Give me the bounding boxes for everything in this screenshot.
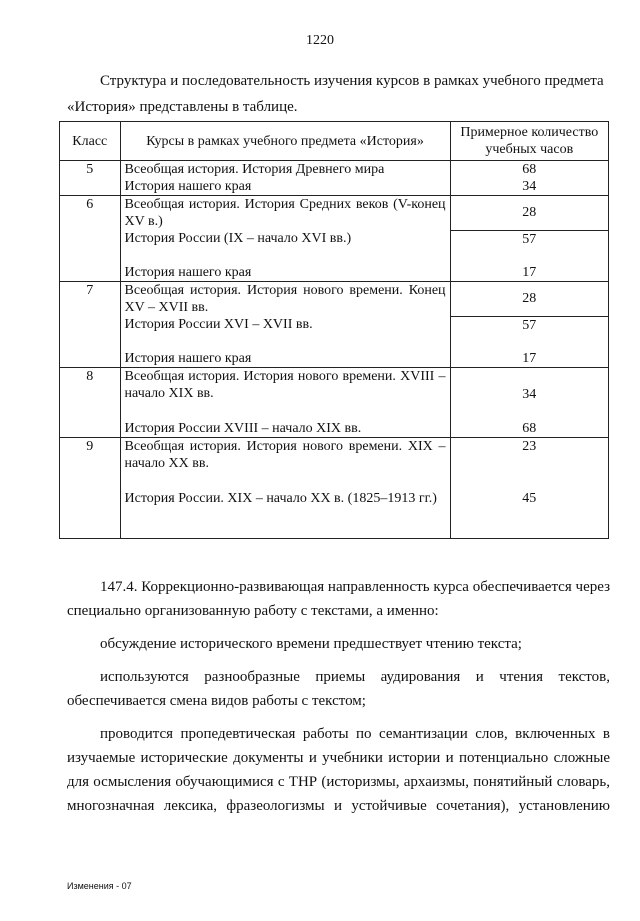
table-row — [60, 368, 609, 421]
paragraph-semantization: проводится пропедевтическая работы по семантизации слов, включенных в изучаемые исторические документы и учебники истории и потенциально сложные для осмысления обучающимися с ТНР (историзмы, архаизмы, понятийный словарь, многозначная лексика, фразеологизмы и устойчивые сочетания), установлению — [67, 726, 610, 814]
intro-line-1: Структура и последовательность изучения курсов в рамках учебного предмета — [100, 73, 604, 89]
table-row — [60, 178, 609, 196]
paragraph-147-4: 147.4. Коррекционно-развивающая направленность курса обеспечивается через специально организованную работу с текстами, а именно: — [67, 579, 610, 619]
body-text — [67, 575, 610, 827]
hours-cell: 34 — [450, 178, 608, 196]
intro-paragraph — [67, 68, 610, 120]
course-cell: История нашего края — [120, 264, 450, 282]
hours-cell: 17 — [450, 264, 608, 282]
hours-cell: 28 — [450, 196, 608, 231]
table-row — [60, 196, 609, 231]
course-cell: Всеобщая история. История нового времени. XIX – начало XX вв. — [120, 438, 450, 491]
grade-cell: 8 — [60, 368, 121, 438]
header-grade: Класс — [60, 122, 121, 161]
header-hours: Примерное количество учебных часов — [450, 122, 608, 161]
hours-cell: 68 — [450, 161, 608, 179]
header-course: Курсы в рамках учебного предмета «История» — [120, 122, 450, 161]
hours-cell: 68 — [450, 420, 608, 438]
table-row — [60, 438, 609, 491]
course-cell: История России. XIX – начало XX в. (1825–1913 гг.) — [120, 490, 450, 539]
grade-cell: 7 — [60, 282, 121, 368]
grade-cell: 6 — [60, 196, 121, 282]
course-cell: Всеобщая история. История Средних веков (V-конец XV в.) — [120, 196, 450, 231]
course-cell: История России (IX – начало XVI вв.) — [120, 230, 450, 264]
table-row — [60, 420, 609, 438]
table-row — [60, 490, 609, 539]
course-cell: Всеобщая история. История нового времени. Конец XV – XVII вв. — [120, 282, 450, 317]
hours-cell: 45 — [450, 490, 608, 539]
table-row — [60, 350, 609, 368]
grade-cell: 5 — [60, 161, 121, 196]
courses-table — [59, 121, 609, 539]
hours-cell: 17 — [450, 350, 608, 368]
hours-cell: 23 — [450, 438, 608, 491]
table-row — [60, 316, 609, 350]
table-header-row — [60, 122, 609, 161]
course-cell: История нашего края — [120, 350, 450, 368]
course-cell: Всеобщая история. История нового времени. XVIII – начало XIX вв. — [120, 368, 450, 421]
paragraph-discussion: обсуждение исторического времени предшествует чтению текста; — [100, 636, 522, 652]
course-cell: История России XVIII – начало XIX вв. — [120, 420, 450, 438]
hours-cell: 57 — [450, 230, 608, 264]
intro-line-2: «История» представлены в таблице. — [67, 99, 298, 115]
table-row — [60, 161, 609, 179]
table-row — [60, 264, 609, 282]
course-cell: Всеобщая история. История Древнего мира — [120, 161, 450, 179]
grade-cell: 9 — [60, 438, 121, 539]
hours-cell: 57 — [450, 316, 608, 350]
page-number: 1220 — [306, 33, 334, 48]
course-cell: История нашего края — [120, 178, 450, 196]
hours-cell: 34 — [450, 368, 608, 421]
table-row — [60, 282, 609, 317]
table-row — [60, 230, 609, 264]
course-cell: История России XVI – XVII вв. — [120, 316, 450, 350]
footer-note: Изменения - 07 — [67, 881, 132, 891]
hours-cell: 28 — [450, 282, 608, 317]
paragraph-reading-techniques: используются разнообразные приемы аудирования и чтения текстов, обеспечивается смена видов работы с текстом; — [67, 669, 610, 709]
